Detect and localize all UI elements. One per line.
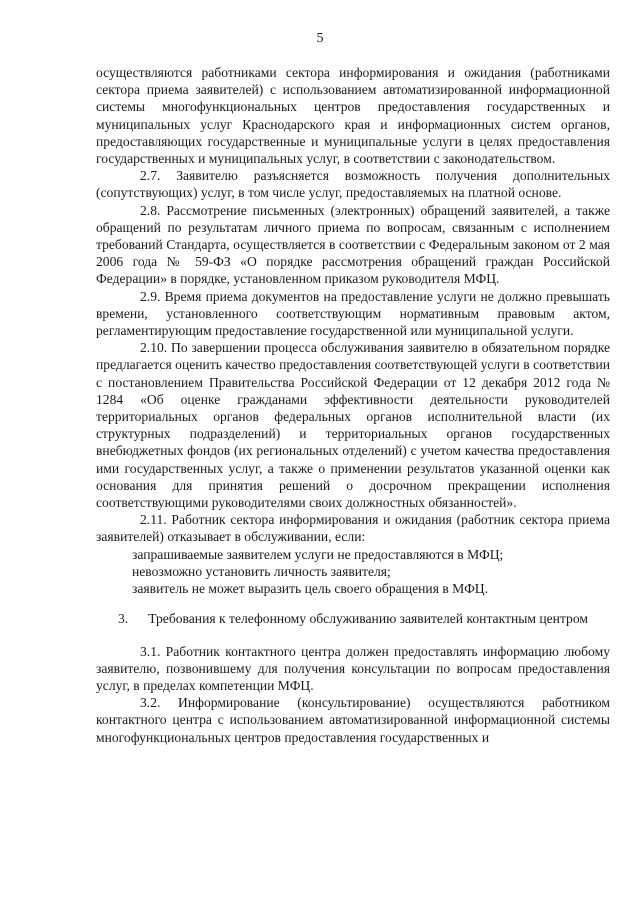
paragraph-2-7: 2.7. Заявителю разъясняется возможность получения дополнительных (сопутствующих) услуг, в том числе услуг, предоставляемых на платной основе. xyxy=(96,168,610,201)
section-number: 3. xyxy=(118,611,129,627)
paragraph-2-8: 2.8. Рассмотрение письменных (электронных) обращений заявителей, а также обращений по результатам личного приема по вопросам, связанным с исполнением требований Стандарта, осуществляется в соответствии с Федеральным законом от 2 мая 2006 года № 59-ФЗ «О порядке рассмотрения обращений граждан Российской Федерации» в порядке, установленном приказом руководителя МФЦ. xyxy=(96,202,610,287)
paragraph-3-2: 3.2. Информирование (консультирование) осуществляются работником контактного центра с использованием автоматизированной информационной системы многофункциональных центров предоставления государственных и xyxy=(96,695,610,745)
refusal-item: запрашиваемые заявителем услуги не предоставляются в МФЦ; xyxy=(132,546,504,562)
paragraph-2-10: 2.10. По завершении процесса обслуживания заявителю в обязательном порядке предлагается оценить качество предоставления соответствующей услуги в соответствии с постановлением Правительства Российской Федерации от 12 декабря 2012 года № 1284 «Об оценке гражданами эффективности деятельности руководителей территориальных органов федеральных органов исполнительной власти (их структурных подразделений) и территориальных органов государственных внебюджетных фондов (их региональных отделений) с учетом качества предоставления ими государственных услуг, а также о применении результатов указанной оценки как основания для принятия решений о досрочном прекращении исполнения соответствующими руководителями своих должностных обязанностей». xyxy=(96,340,610,511)
paragraph-continuation: осуществляются работниками сектора информирования и ожидания (работниками сектора приема заявителей) с использованием автоматизированной информационной системы многофункциональных центров предоставления государственных и муниципальных услуг Краснодарского края и информационных систем органов, предоставляющих государственные и муниципальные услуги в целях предоставления государственных и муниципальных услуг, в соответствии с законодательством. xyxy=(96,65,610,167)
section-title: Требования к телефонному обслуживанию заявителей контактным центром xyxy=(148,611,588,627)
document-body xyxy=(96,64,610,746)
paragraph-2-11: 2.11. Работник сектора информирования и ожидания (работник сектора приема заявителей) отказывает в обслуживании, если: xyxy=(96,512,610,545)
paragraph-3-1: 3.1. Работник контактного центра должен предоставлять информацию любому заявителю, позвонившему для получения консультации по вопросам предоставления услуг, в пределах компетенции МФЦ. xyxy=(96,643,610,693)
page-number: 5 xyxy=(316,31,324,46)
paragraph-2-9: 2.9. Время приема документов на предоставление услуги не должно превышать времени, установленного соответствующим нормативным правовым актом, регламентирующим предоставление государственной или муниципальной услуги. xyxy=(96,288,610,339)
section-heading xyxy=(96,610,610,627)
refusal-item: заявитель не может выразить цель своего обращения в МФЦ. xyxy=(132,581,489,597)
refusal-item: невозможно установить личность заявителя; xyxy=(132,563,391,579)
